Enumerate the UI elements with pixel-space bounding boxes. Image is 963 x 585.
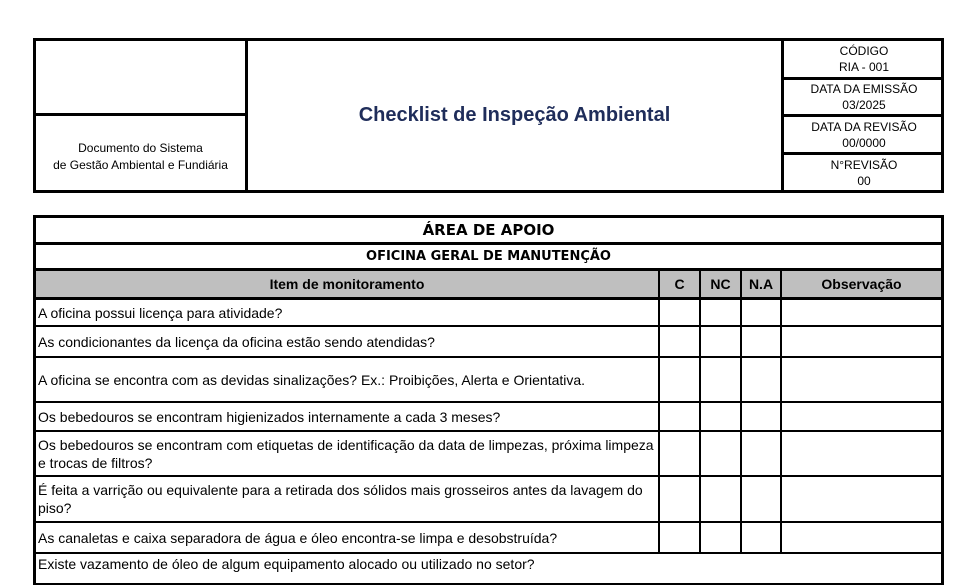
col-nc: NC: [699, 271, 740, 297]
col-na: N.A: [740, 271, 780, 297]
table-row: [36, 358, 941, 403]
meta-revision-number: [784, 155, 944, 190]
item-text: Existe vazamento de óleo de algum equipamento alocado ou utilizado no setor?: [38, 556, 535, 572]
document-meta: [781, 41, 944, 190]
meta-value: 00: [857, 173, 871, 188]
item-text: As canaletas e caixa separadora de água e óleo encontra-se limpa e desobstruída?: [38, 529, 558, 546]
cell-obs[interactable]: [780, 403, 941, 430]
cell-nc[interactable]: [699, 432, 740, 475]
document-header: [33, 38, 944, 193]
table-row: [36, 523, 941, 554]
col-item: Item de monitoramento: [269, 276, 425, 292]
cell-c[interactable]: [658, 477, 699, 521]
cell-nc[interactable]: [699, 523, 740, 552]
column-header-row: [36, 271, 941, 300]
item-text: Os bebedouros se encontram higienizados internamente a cada 3 meses?: [38, 408, 501, 425]
cell-c[interactable]: [658, 523, 699, 552]
meta-issue-date: [784, 80, 944, 117]
table-row: [36, 432, 941, 477]
cell-nc[interactable]: [699, 358, 740, 401]
table-row: [36, 403, 941, 432]
cell-c[interactable]: [658, 300, 699, 325]
cell-nc[interactable]: [699, 300, 740, 325]
cell-obs[interactable]: [780, 432, 941, 475]
cell-obs[interactable]: [780, 477, 941, 521]
cell-na[interactable]: [740, 358, 780, 401]
system-caption-line1: Documento do Sistema: [78, 141, 203, 155]
area-title: ÁREA DE APOIO: [36, 218, 941, 245]
meta-label: N°REVISÃO: [830, 157, 898, 172]
cell-nc[interactable]: [699, 403, 740, 430]
item-text: As condicionantes da licença da oficina estão sendo atendidas?: [38, 333, 435, 350]
table-row: [36, 554, 941, 585]
item-text: É feita a varrição ou equivalente para a retirada dos sólidos mais grosseiros antes da lavagem do piso?: [38, 482, 643, 516]
col-obs: Observação: [780, 271, 941, 297]
meta-value: 00/0000: [842, 135, 886, 150]
cell-na[interactable]: [740, 523, 780, 552]
col-c: C: [658, 271, 699, 297]
cell-na[interactable]: [740, 327, 780, 356]
cell-obs[interactable]: [780, 523, 941, 552]
cell-na[interactable]: [740, 432, 780, 475]
system-caption: [36, 116, 245, 190]
item-text: Os bebedouros se encontram com etiquetas de identificação da data de limpezas, próxima limpeza e trocas de filtros?: [38, 436, 654, 471]
cell-nc[interactable]: [699, 477, 740, 521]
cell-c[interactable]: [658, 403, 699, 430]
section-title: OFICINA GERAL DE MANUTENÇÃO: [36, 245, 941, 271]
meta-code: [784, 41, 944, 80]
item-text: A oficina se encontra com as devidas sinalizações? Ex.: Proibições, Alerta e Orientativa.: [38, 371, 586, 388]
table-row: [36, 300, 941, 327]
cell-obs[interactable]: [780, 327, 941, 356]
item-text: A oficina possui licença para atividade?: [38, 304, 283, 321]
header-left-panel: [36, 41, 248, 190]
meta-label: DATA DA REVISÃO: [811, 119, 917, 134]
cell-na[interactable]: [740, 300, 780, 325]
meta-label: CÓDIGO: [839, 44, 889, 58]
cell-c[interactable]: [658, 432, 699, 475]
table-row: [36, 477, 941, 523]
cell-nc[interactable]: [699, 327, 740, 356]
cell-na[interactable]: [740, 403, 780, 430]
meta-value: RIA - 001: [838, 60, 890, 74]
page-title: Checklist de Inspeção Ambiental: [358, 104, 671, 126]
meta-label: DATA DA EMISSÃO: [810, 82, 918, 96]
cell-obs[interactable]: [780, 300, 941, 325]
meta-value: 03/2025: [842, 98, 886, 112]
checklist-table: [33, 215, 944, 585]
cell-na[interactable]: [740, 477, 780, 521]
cell-obs[interactable]: [780, 358, 941, 401]
cell-c[interactable]: [658, 358, 699, 401]
system-caption-line2: de Gestão Ambiental e Fundiária: [53, 158, 228, 172]
logo-area: [36, 41, 245, 116]
table-row: [36, 327, 941, 358]
cell-c[interactable]: [658, 327, 699, 356]
meta-revision-date: [784, 117, 944, 155]
